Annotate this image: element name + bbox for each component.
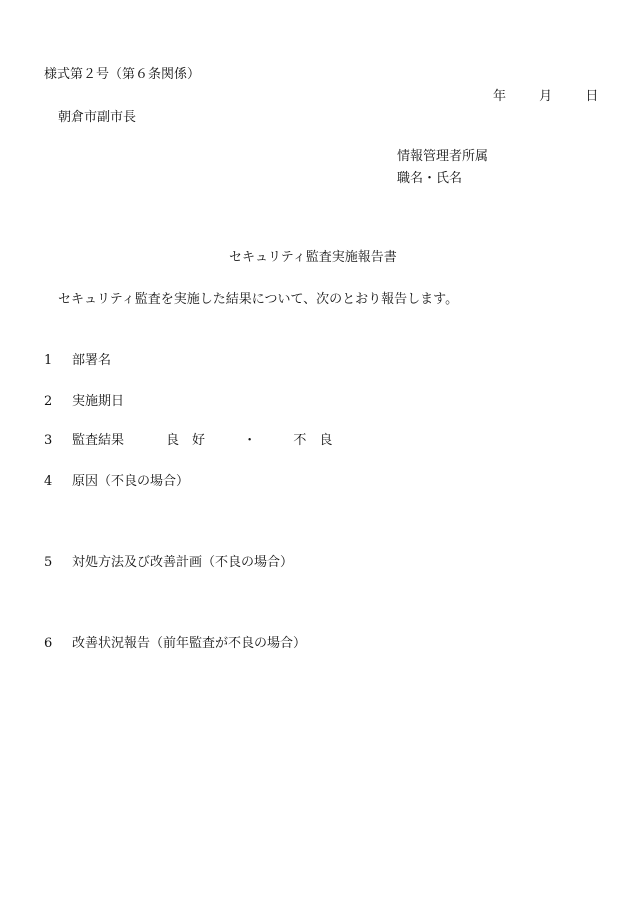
list-item: 5 対処方法及び改善計画（不良の場合） xyxy=(44,555,294,570)
body-text: セキュリティ監査を実施した結果について、次のとおり報告します。 xyxy=(58,292,459,307)
sender-name: 職名・氏名 xyxy=(397,171,463,186)
list-item: 1 部署名 xyxy=(44,353,112,368)
audit-result-options xyxy=(166,434,332,447)
date-year: 年 xyxy=(493,89,507,104)
form-label: 様式第２号（第６条関係） xyxy=(44,67,201,82)
recipient: 朝倉市副市長 xyxy=(58,110,137,125)
result-separator: ・ xyxy=(243,433,257,448)
date-day: 日 xyxy=(585,89,599,104)
document-title: セキュリティ監査実施報告書 xyxy=(229,250,397,265)
list-item: 3 監査結果 xyxy=(44,433,125,448)
date-month: 月 xyxy=(539,89,553,104)
list-item: 6 改善状況報告（前年監査が不良の場合） xyxy=(44,636,307,651)
result-good: 良 好 xyxy=(166,433,206,448)
date-line xyxy=(493,90,598,103)
list-item: 2 実施期日 xyxy=(44,394,125,409)
sender-affiliation: 情報管理者所属 xyxy=(397,149,489,164)
result-bad: 不 良 xyxy=(293,433,333,448)
list-item: 4 原因（不良の場合） xyxy=(44,474,190,489)
